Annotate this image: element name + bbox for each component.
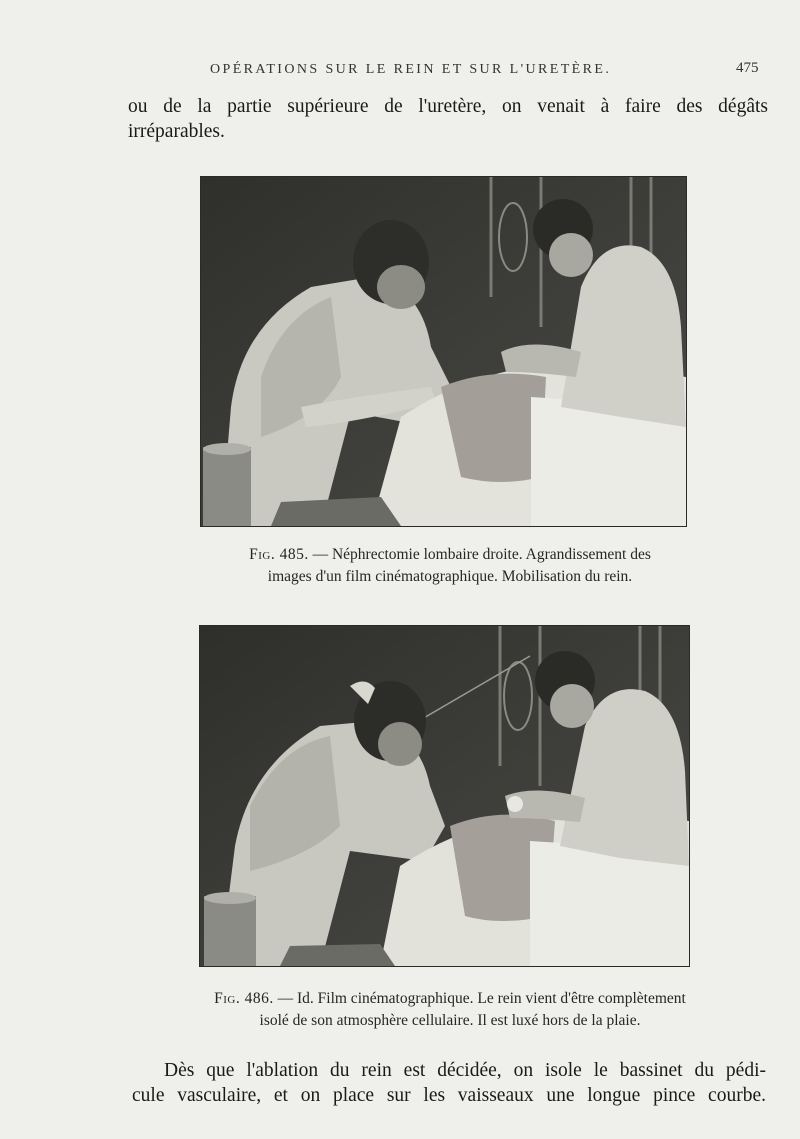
figure-485-caption (190, 544, 710, 588)
top-paragraph-line-2: irréparables. (128, 121, 225, 142)
running-head: OPÉRATIONS SUR LE REIN ET SUR L'URETÈRE. (210, 62, 612, 77)
top-paragraph-line-1: ou de la partie supérieure de l'uretère, on venait à faire des dégâts (128, 96, 768, 117)
figure-485-label: Fig. 485. (249, 546, 309, 563)
bottom-paragraph (132, 1058, 766, 1108)
figure-486-caption (150, 988, 750, 1032)
figure-485-caption-line-2: images d'un film cinématographique. Mobilisation du rein. (267, 568, 633, 585)
figure-486-photo (200, 626, 689, 966)
figure-485-caption-line-1: — Néphrectomie lombaire droite. Agrandissement des (312, 546, 651, 563)
top-paragraph (128, 94, 768, 144)
figure-485-photo (201, 177, 686, 526)
figure-486-caption-line-2: isolé de son atmosphère cellulaire. Il est luxé hors de la plaie. (259, 1012, 641, 1029)
bottom-paragraph-line-1: Dès que l'ablation du rein est décidée, on isole le bassinet du pédi- (164, 1060, 766, 1081)
page-number: 475 (736, 60, 759, 76)
figure-485-illustration (201, 177, 686, 526)
figure-486-caption-line-1: — Id. Film cinématographique. Le rein vient d'être complètement (277, 990, 686, 1007)
figure-486-illustration (200, 626, 689, 966)
bottom-paragraph-line-2: cule vasculaire, et on place sur les vaisseaux une longue pince courbe. (132, 1085, 766, 1106)
figure-486-label: Fig. 486. (214, 990, 274, 1007)
